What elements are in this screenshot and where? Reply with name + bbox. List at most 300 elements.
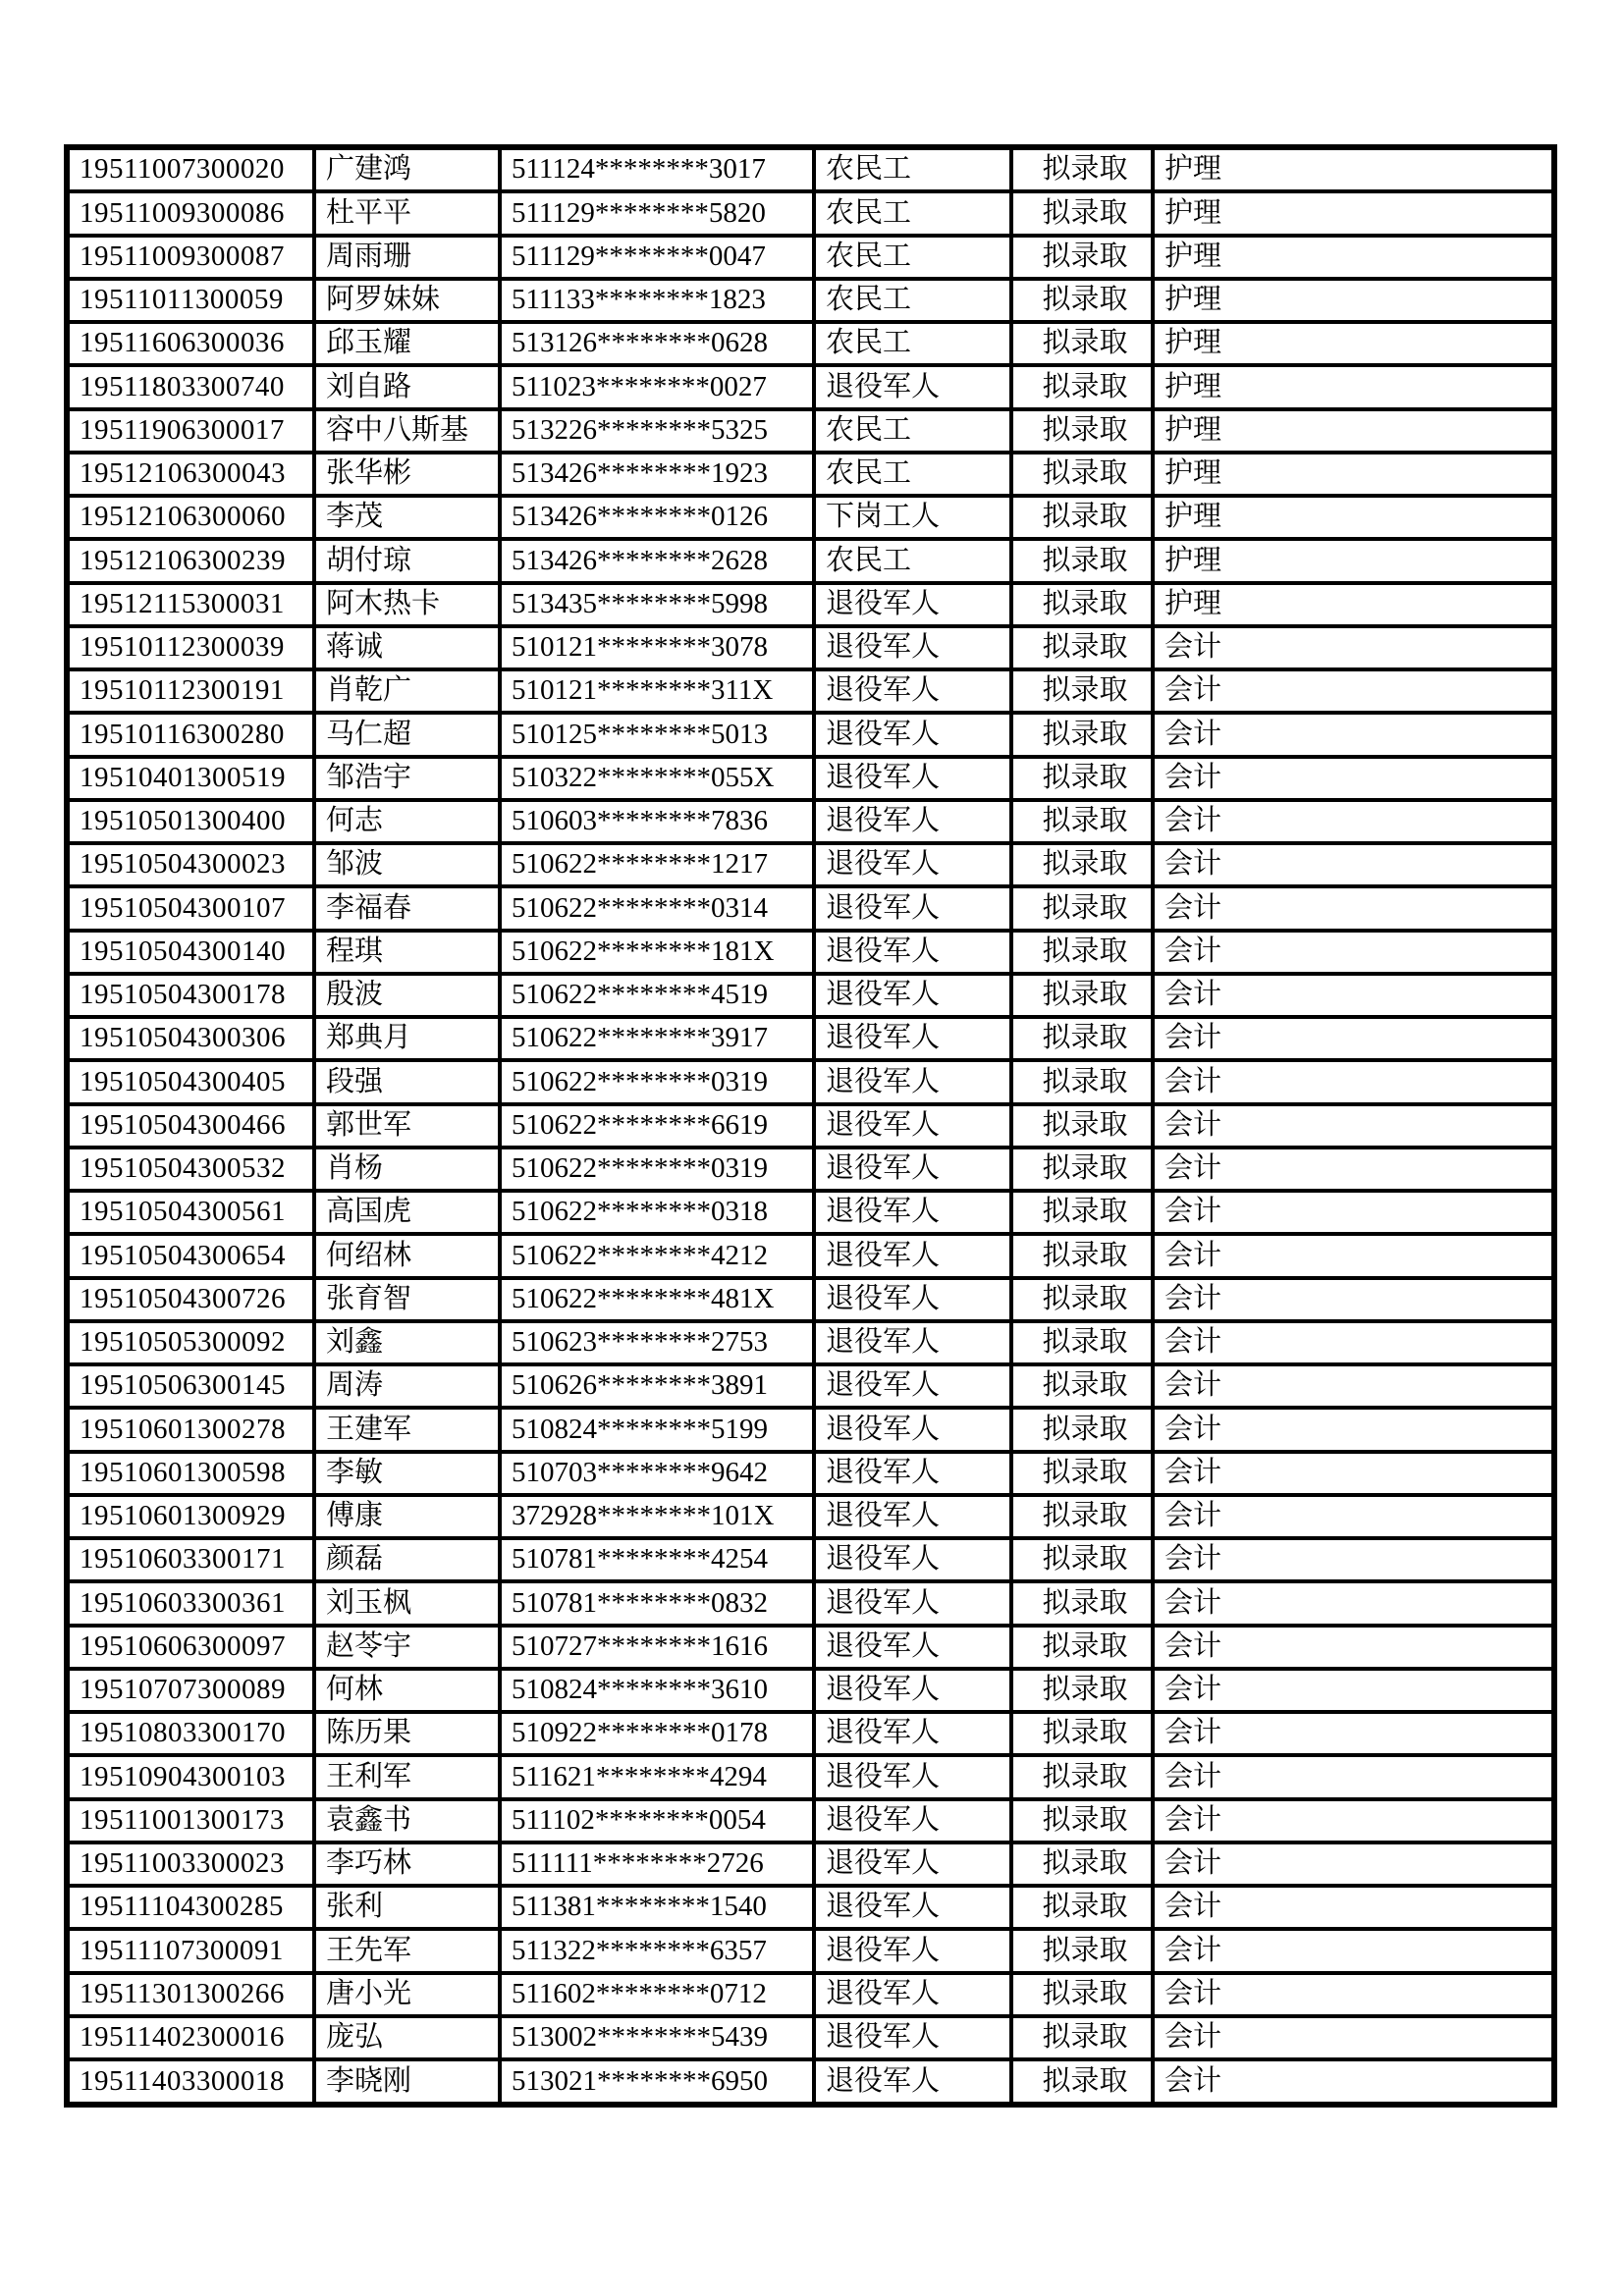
major-cell: 会计 bbox=[1153, 713, 1554, 756]
candidate-number-cell: 19510601300278 bbox=[67, 1408, 314, 1451]
name-cell: 蒋诚 bbox=[314, 626, 500, 669]
table-row bbox=[67, 1060, 1554, 1103]
id-card-cell: 511124********3017 bbox=[500, 147, 814, 191]
candidate-number-cell: 19511001300173 bbox=[67, 1799, 314, 1842]
status-cell: 拟录取 bbox=[1011, 279, 1153, 322]
name-cell: 容中八斯基 bbox=[314, 409, 500, 453]
status-cell: 拟录取 bbox=[1011, 1973, 1153, 2016]
id-card-cell: 510622********3917 bbox=[500, 1017, 814, 1060]
category-cell: 退役军人 bbox=[814, 1104, 1011, 1148]
table-row bbox=[67, 279, 1554, 322]
id-card-cell: 511023********0027 bbox=[500, 365, 814, 408]
id-card-cell: 513021********6950 bbox=[500, 2059, 814, 2105]
id-card-cell: 510622********481X bbox=[500, 1278, 814, 1321]
id-card-cell: 510121********311X bbox=[500, 669, 814, 713]
category-cell: 退役军人 bbox=[814, 1755, 1011, 1798]
candidate-number-cell: 19512106300043 bbox=[67, 453, 314, 496]
name-cell: 王利军 bbox=[314, 1755, 500, 1798]
id-card-cell: 510622********4519 bbox=[500, 974, 814, 1017]
name-cell: 邹浩宇 bbox=[314, 757, 500, 800]
category-cell: 农民工 bbox=[814, 539, 1011, 582]
table-row bbox=[67, 1886, 1554, 1929]
id-card-cell: 513426********1923 bbox=[500, 453, 814, 496]
name-cell: 何林 bbox=[314, 1669, 500, 1712]
status-cell: 拟录取 bbox=[1011, 1364, 1153, 1408]
table-row bbox=[67, 1234, 1554, 1277]
category-cell: 退役军人 bbox=[814, 800, 1011, 843]
table-row bbox=[67, 191, 1554, 235]
name-cell: 陈历果 bbox=[314, 1712, 500, 1755]
status-cell: 拟录取 bbox=[1011, 1278, 1153, 1321]
category-cell: 退役军人 bbox=[814, 1538, 1011, 1581]
candidate-number-cell: 19510505300092 bbox=[67, 1321, 314, 1364]
name-cell: 张育智 bbox=[314, 1278, 500, 1321]
major-cell: 会计 bbox=[1153, 1581, 1554, 1625]
table-row bbox=[67, 800, 1554, 843]
status-cell: 拟录取 bbox=[1011, 843, 1153, 886]
category-cell: 退役军人 bbox=[814, 1886, 1011, 1929]
name-cell: 程琪 bbox=[314, 931, 500, 974]
table-row bbox=[67, 1495, 1554, 1538]
id-card-cell: 510622********0319 bbox=[500, 1148, 814, 1191]
category-cell: 退役军人 bbox=[814, 2059, 1011, 2105]
name-cell: 庞弘 bbox=[314, 2016, 500, 2059]
status-cell: 拟录取 bbox=[1011, 1799, 1153, 1842]
major-cell: 会计 bbox=[1153, 2059, 1554, 2105]
category-cell: 退役军人 bbox=[814, 626, 1011, 669]
candidate-number-cell: 19511107300091 bbox=[67, 1929, 314, 1972]
status-cell: 拟录取 bbox=[1011, 974, 1153, 1017]
table-row bbox=[67, 1799, 1554, 1842]
id-card-cell: 510622********0314 bbox=[500, 886, 814, 930]
table-row bbox=[67, 2059, 1554, 2105]
id-card-cell: 510622********4212 bbox=[500, 1234, 814, 1277]
status-cell: 拟录取 bbox=[1011, 1321, 1153, 1364]
candidate-number-cell: 19510504300654 bbox=[67, 1234, 314, 1277]
candidate-number-cell: 19510504300140 bbox=[67, 931, 314, 974]
id-card-cell: 511621********4294 bbox=[500, 1755, 814, 1798]
major-cell: 会计 bbox=[1153, 1452, 1554, 1495]
name-cell: 肖乾广 bbox=[314, 669, 500, 713]
major-cell: 会计 bbox=[1153, 669, 1554, 713]
major-cell: 会计 bbox=[1153, 843, 1554, 886]
major-cell: 会计 bbox=[1153, 800, 1554, 843]
table-row bbox=[67, 1538, 1554, 1581]
category-cell: 下岗工人 bbox=[814, 496, 1011, 539]
status-cell: 拟录取 bbox=[1011, 1886, 1153, 1929]
candidate-number-cell: 19510112300191 bbox=[67, 669, 314, 713]
major-cell: 会计 bbox=[1153, 1755, 1554, 1798]
id-card-cell: 510622********0319 bbox=[500, 1060, 814, 1103]
candidate-number-cell: 19510504300405 bbox=[67, 1060, 314, 1103]
major-cell: 护理 bbox=[1153, 539, 1554, 582]
table-row bbox=[67, 1148, 1554, 1191]
candidate-number-cell: 19511301300266 bbox=[67, 1973, 314, 2016]
category-cell: 退役军人 bbox=[814, 1626, 1011, 1669]
table-row bbox=[67, 365, 1554, 408]
category-cell: 退役军人 bbox=[814, 713, 1011, 756]
status-cell: 拟录取 bbox=[1011, 1538, 1153, 1581]
category-cell: 退役军人 bbox=[814, 1017, 1011, 1060]
id-card-cell: 510703********9642 bbox=[500, 1452, 814, 1495]
status-cell: 拟录取 bbox=[1011, 2059, 1153, 2105]
table-row bbox=[67, 669, 1554, 713]
major-cell: 会计 bbox=[1153, 1886, 1554, 1929]
table-row bbox=[67, 2016, 1554, 2059]
name-cell: 张利 bbox=[314, 1886, 500, 1929]
major-cell: 会计 bbox=[1153, 931, 1554, 974]
major-cell: 护理 bbox=[1153, 279, 1554, 322]
candidate-number-cell: 19511011300059 bbox=[67, 279, 314, 322]
name-cell: 唐小光 bbox=[314, 1973, 500, 2016]
status-cell: 拟录取 bbox=[1011, 191, 1153, 235]
id-card-cell: 511381********1540 bbox=[500, 1886, 814, 1929]
name-cell: 高国虎 bbox=[314, 1191, 500, 1234]
candidate-number-cell: 19510601300598 bbox=[67, 1452, 314, 1495]
major-cell: 会计 bbox=[1153, 1799, 1554, 1842]
status-cell: 拟录取 bbox=[1011, 1626, 1153, 1669]
candidate-number-cell: 19511104300285 bbox=[67, 1886, 314, 1929]
candidate-number-cell: 19511403300018 bbox=[67, 2059, 314, 2105]
category-cell: 退役军人 bbox=[814, 1842, 1011, 1886]
name-cell: 张华彬 bbox=[314, 453, 500, 496]
status-cell: 拟录取 bbox=[1011, 453, 1153, 496]
candidate-number-cell: 19510606300097 bbox=[67, 1626, 314, 1669]
major-cell: 会计 bbox=[1153, 1929, 1554, 1972]
category-cell: 退役军人 bbox=[814, 1060, 1011, 1103]
table-row bbox=[67, 1452, 1554, 1495]
table-row bbox=[67, 974, 1554, 1017]
category-cell: 退役军人 bbox=[814, 886, 1011, 930]
table-row bbox=[67, 1842, 1554, 1886]
category-cell: 退役军人 bbox=[814, 1452, 1011, 1495]
name-cell: 广建鸿 bbox=[314, 147, 500, 191]
candidate-number-cell: 19512115300031 bbox=[67, 583, 314, 626]
candidate-number-cell: 19512106300239 bbox=[67, 539, 314, 582]
id-card-cell: 510824********5199 bbox=[500, 1408, 814, 1451]
id-card-cell: 513126********0628 bbox=[500, 322, 814, 365]
name-cell: 李茂 bbox=[314, 496, 500, 539]
status-cell: 拟录取 bbox=[1011, 496, 1153, 539]
candidate-number-cell: 19510707300089 bbox=[67, 1669, 314, 1712]
admission-roster-table bbox=[64, 144, 1557, 2108]
status-cell: 拟录取 bbox=[1011, 1842, 1153, 1886]
table-row bbox=[67, 583, 1554, 626]
category-cell: 退役军人 bbox=[814, 1669, 1011, 1712]
table-row bbox=[67, 1973, 1554, 2016]
major-cell: 护理 bbox=[1153, 322, 1554, 365]
status-cell: 拟录取 bbox=[1011, 583, 1153, 626]
status-cell: 拟录取 bbox=[1011, 1104, 1153, 1148]
major-cell: 会计 bbox=[1153, 2016, 1554, 2059]
name-cell: 赵苓宇 bbox=[314, 1626, 500, 1669]
major-cell: 会计 bbox=[1153, 1321, 1554, 1364]
major-cell: 会计 bbox=[1153, 1060, 1554, 1103]
table-row bbox=[67, 1712, 1554, 1755]
status-cell: 拟录取 bbox=[1011, 1452, 1153, 1495]
name-cell: 肖杨 bbox=[314, 1148, 500, 1191]
major-cell: 会计 bbox=[1153, 1104, 1554, 1148]
status-cell: 拟录取 bbox=[1011, 1669, 1153, 1712]
status-cell: 拟录取 bbox=[1011, 1191, 1153, 1234]
category-cell: 农民工 bbox=[814, 453, 1011, 496]
id-card-cell: 513002********5439 bbox=[500, 2016, 814, 2059]
table-row bbox=[67, 1929, 1554, 1972]
table-row bbox=[67, 1278, 1554, 1321]
name-cell: 周雨珊 bbox=[314, 236, 500, 279]
candidate-number-cell: 19511803300740 bbox=[67, 365, 314, 408]
table-row bbox=[67, 1581, 1554, 1625]
name-cell: 王先军 bbox=[314, 1929, 500, 1972]
status-cell: 拟录取 bbox=[1011, 757, 1153, 800]
table-row bbox=[67, 1626, 1554, 1669]
candidate-number-cell: 19512106300060 bbox=[67, 496, 314, 539]
name-cell: 周涛 bbox=[314, 1364, 500, 1408]
candidate-number-cell: 19511009300086 bbox=[67, 191, 314, 235]
status-cell: 拟录取 bbox=[1011, 931, 1153, 974]
category-cell: 退役军人 bbox=[814, 1929, 1011, 1972]
candidate-number-cell: 19510603300361 bbox=[67, 1581, 314, 1625]
major-cell: 会计 bbox=[1153, 1538, 1554, 1581]
table-row bbox=[67, 886, 1554, 930]
table-row bbox=[67, 539, 1554, 582]
candidate-number-cell: 19510116300280 bbox=[67, 713, 314, 756]
admission-roster-table-body bbox=[67, 147, 1554, 2105]
id-card-cell: 511133********1823 bbox=[500, 279, 814, 322]
category-cell: 退役军人 bbox=[814, 1364, 1011, 1408]
candidate-number-cell: 19510504300107 bbox=[67, 886, 314, 930]
candidate-number-cell: 19510504300561 bbox=[67, 1191, 314, 1234]
category-cell: 退役军人 bbox=[814, 1495, 1011, 1538]
category-cell: 农民工 bbox=[814, 322, 1011, 365]
name-cell: 阿罗妹妹 bbox=[314, 279, 500, 322]
candidate-number-cell: 19510803300170 bbox=[67, 1712, 314, 1755]
category-cell: 农民工 bbox=[814, 409, 1011, 453]
candidate-number-cell: 19510504300532 bbox=[67, 1148, 314, 1191]
major-cell: 会计 bbox=[1153, 1017, 1554, 1060]
category-cell: 退役军人 bbox=[814, 1278, 1011, 1321]
table-row bbox=[67, 757, 1554, 800]
name-cell: 邹波 bbox=[314, 843, 500, 886]
major-cell: 会计 bbox=[1153, 1278, 1554, 1321]
category-cell: 退役军人 bbox=[814, 1408, 1011, 1451]
id-card-cell: 513226********5325 bbox=[500, 409, 814, 453]
candidate-number-cell: 19510504300178 bbox=[67, 974, 314, 1017]
major-cell: 会计 bbox=[1153, 1148, 1554, 1191]
status-cell: 拟录取 bbox=[1011, 886, 1153, 930]
table-row bbox=[67, 1017, 1554, 1060]
name-cell: 李福春 bbox=[314, 886, 500, 930]
category-cell: 退役军人 bbox=[814, 1799, 1011, 1842]
candidate-number-cell: 19511007300020 bbox=[67, 147, 314, 191]
major-cell: 护理 bbox=[1153, 453, 1554, 496]
status-cell: 拟录取 bbox=[1011, 1929, 1153, 1972]
candidate-number-cell: 19510504300466 bbox=[67, 1104, 314, 1148]
status-cell: 拟录取 bbox=[1011, 409, 1153, 453]
status-cell: 拟录取 bbox=[1011, 1495, 1153, 1538]
id-card-cell: 510622********1217 bbox=[500, 843, 814, 886]
id-card-cell: 510727********1616 bbox=[500, 1626, 814, 1669]
name-cell: 李巧林 bbox=[314, 1842, 500, 1886]
candidate-number-cell: 19511009300087 bbox=[67, 236, 314, 279]
status-cell: 拟录取 bbox=[1011, 1755, 1153, 1798]
id-card-cell: 510622********6619 bbox=[500, 1104, 814, 1148]
id-card-cell: 511111********2726 bbox=[500, 1842, 814, 1886]
name-cell: 何绍林 bbox=[314, 1234, 500, 1277]
category-cell: 退役军人 bbox=[814, 583, 1011, 626]
candidate-number-cell: 19510504300306 bbox=[67, 1017, 314, 1060]
name-cell: 郭世军 bbox=[314, 1104, 500, 1148]
major-cell: 会计 bbox=[1153, 1973, 1554, 2016]
id-card-cell: 510622********181X bbox=[500, 931, 814, 974]
name-cell: 刘自路 bbox=[314, 365, 500, 408]
name-cell: 邱玉耀 bbox=[314, 322, 500, 365]
table-row bbox=[67, 931, 1554, 974]
id-card-cell: 511129********5820 bbox=[500, 191, 814, 235]
table-row bbox=[67, 626, 1554, 669]
status-cell: 拟录取 bbox=[1011, 1408, 1153, 1451]
table-row bbox=[67, 1191, 1554, 1234]
major-cell: 护理 bbox=[1153, 409, 1554, 453]
candidate-number-cell: 19510504300023 bbox=[67, 843, 314, 886]
status-cell: 拟录取 bbox=[1011, 147, 1153, 191]
table-row bbox=[67, 496, 1554, 539]
category-cell: 退役军人 bbox=[814, 1581, 1011, 1625]
category-cell: 退役军人 bbox=[814, 1321, 1011, 1364]
major-cell: 会计 bbox=[1153, 1842, 1554, 1886]
category-cell: 退役军人 bbox=[814, 1148, 1011, 1191]
category-cell: 农民工 bbox=[814, 191, 1011, 235]
category-cell: 退役军人 bbox=[814, 757, 1011, 800]
id-card-cell: 511102********0054 bbox=[500, 1799, 814, 1842]
candidate-number-cell: 19511606300036 bbox=[67, 322, 314, 365]
major-cell: 护理 bbox=[1153, 147, 1554, 191]
major-cell: 护理 bbox=[1153, 496, 1554, 539]
id-card-cell: 511602********0712 bbox=[500, 1973, 814, 2016]
status-cell: 拟录取 bbox=[1011, 669, 1153, 713]
table-row bbox=[67, 713, 1554, 756]
id-card-cell: 510121********3078 bbox=[500, 626, 814, 669]
id-card-cell: 510603********7836 bbox=[500, 800, 814, 843]
name-cell: 李晓刚 bbox=[314, 2059, 500, 2105]
status-cell: 拟录取 bbox=[1011, 800, 1153, 843]
status-cell: 拟录取 bbox=[1011, 236, 1153, 279]
name-cell: 殷波 bbox=[314, 974, 500, 1017]
name-cell: 刘鑫 bbox=[314, 1321, 500, 1364]
name-cell: 颜磊 bbox=[314, 1538, 500, 1581]
id-card-cell: 510922********0178 bbox=[500, 1712, 814, 1755]
major-cell: 护理 bbox=[1153, 236, 1554, 279]
id-card-cell: 510623********2753 bbox=[500, 1321, 814, 1364]
id-card-cell: 511322********6357 bbox=[500, 1929, 814, 1972]
major-cell: 会计 bbox=[1153, 1626, 1554, 1669]
name-cell: 段强 bbox=[314, 1060, 500, 1103]
name-cell: 阿木热卡 bbox=[314, 583, 500, 626]
candidate-number-cell: 19510603300171 bbox=[67, 1538, 314, 1581]
major-cell: 会计 bbox=[1153, 1408, 1554, 1451]
major-cell: 会计 bbox=[1153, 1712, 1554, 1755]
category-cell: 农民工 bbox=[814, 236, 1011, 279]
status-cell: 拟录取 bbox=[1011, 1234, 1153, 1277]
id-card-cell: 510781********0832 bbox=[500, 1581, 814, 1625]
status-cell: 拟录取 bbox=[1011, 1148, 1153, 1191]
major-cell: 护理 bbox=[1153, 365, 1554, 408]
name-cell: 何志 bbox=[314, 800, 500, 843]
status-cell: 拟录取 bbox=[1011, 365, 1153, 408]
major-cell: 会计 bbox=[1153, 1364, 1554, 1408]
name-cell: 李敏 bbox=[314, 1452, 500, 1495]
major-cell: 会计 bbox=[1153, 1669, 1554, 1712]
table-row bbox=[67, 147, 1554, 191]
name-cell: 刘玉枫 bbox=[314, 1581, 500, 1625]
category-cell: 退役军人 bbox=[814, 1191, 1011, 1234]
status-cell: 拟录取 bbox=[1011, 1712, 1153, 1755]
category-cell: 退役军人 bbox=[814, 843, 1011, 886]
status-cell: 拟录取 bbox=[1011, 713, 1153, 756]
candidate-number-cell: 19510501300400 bbox=[67, 800, 314, 843]
candidate-number-cell: 19510601300929 bbox=[67, 1495, 314, 1538]
status-cell: 拟录取 bbox=[1011, 1581, 1153, 1625]
id-card-cell: 510781********4254 bbox=[500, 1538, 814, 1581]
candidate-number-cell: 19510112300039 bbox=[67, 626, 314, 669]
table-row bbox=[67, 1364, 1554, 1408]
table-row bbox=[67, 409, 1554, 453]
id-card-cell: 510322********055X bbox=[500, 757, 814, 800]
candidate-number-cell: 19510904300103 bbox=[67, 1755, 314, 1798]
candidate-number-cell: 19510401300519 bbox=[67, 757, 314, 800]
major-cell: 会计 bbox=[1153, 757, 1554, 800]
name-cell: 王建军 bbox=[314, 1408, 500, 1451]
table-row bbox=[67, 1408, 1554, 1451]
status-cell: 拟录取 bbox=[1011, 539, 1153, 582]
category-cell: 退役军人 bbox=[814, 1234, 1011, 1277]
major-cell: 会计 bbox=[1153, 974, 1554, 1017]
major-cell: 会计 bbox=[1153, 886, 1554, 930]
name-cell: 傅康 bbox=[314, 1495, 500, 1538]
status-cell: 拟录取 bbox=[1011, 322, 1153, 365]
id-card-cell: 511129********0047 bbox=[500, 236, 814, 279]
id-card-cell: 513435********5998 bbox=[500, 583, 814, 626]
name-cell: 袁鑫书 bbox=[314, 1799, 500, 1842]
major-cell: 护理 bbox=[1153, 583, 1554, 626]
candidate-number-cell: 19511003300023 bbox=[67, 1842, 314, 1886]
id-card-cell: 372928********101X bbox=[500, 1495, 814, 1538]
candidate-number-cell: 19510504300726 bbox=[67, 1278, 314, 1321]
table-row bbox=[67, 1321, 1554, 1364]
major-cell: 会计 bbox=[1153, 1191, 1554, 1234]
category-cell: 退役军人 bbox=[814, 365, 1011, 408]
candidate-number-cell: 19511402300016 bbox=[67, 2016, 314, 2059]
status-cell: 拟录取 bbox=[1011, 2016, 1153, 2059]
category-cell: 退役军人 bbox=[814, 669, 1011, 713]
id-card-cell: 510622********0318 bbox=[500, 1191, 814, 1234]
table-row bbox=[67, 1104, 1554, 1148]
id-card-cell: 510626********3891 bbox=[500, 1364, 814, 1408]
status-cell: 拟录取 bbox=[1011, 1060, 1153, 1103]
category-cell: 退役军人 bbox=[814, 974, 1011, 1017]
name-cell: 郑典月 bbox=[314, 1017, 500, 1060]
category-cell: 退役军人 bbox=[814, 1712, 1011, 1755]
id-card-cell: 510125********5013 bbox=[500, 713, 814, 756]
table-row bbox=[67, 322, 1554, 365]
id-card-cell: 510824********3610 bbox=[500, 1669, 814, 1712]
category-cell: 农民工 bbox=[814, 279, 1011, 322]
table-row bbox=[67, 1669, 1554, 1712]
status-cell: 拟录取 bbox=[1011, 626, 1153, 669]
major-cell: 会计 bbox=[1153, 1234, 1554, 1277]
id-card-cell: 513426********2628 bbox=[500, 539, 814, 582]
category-cell: 退役军人 bbox=[814, 1973, 1011, 2016]
